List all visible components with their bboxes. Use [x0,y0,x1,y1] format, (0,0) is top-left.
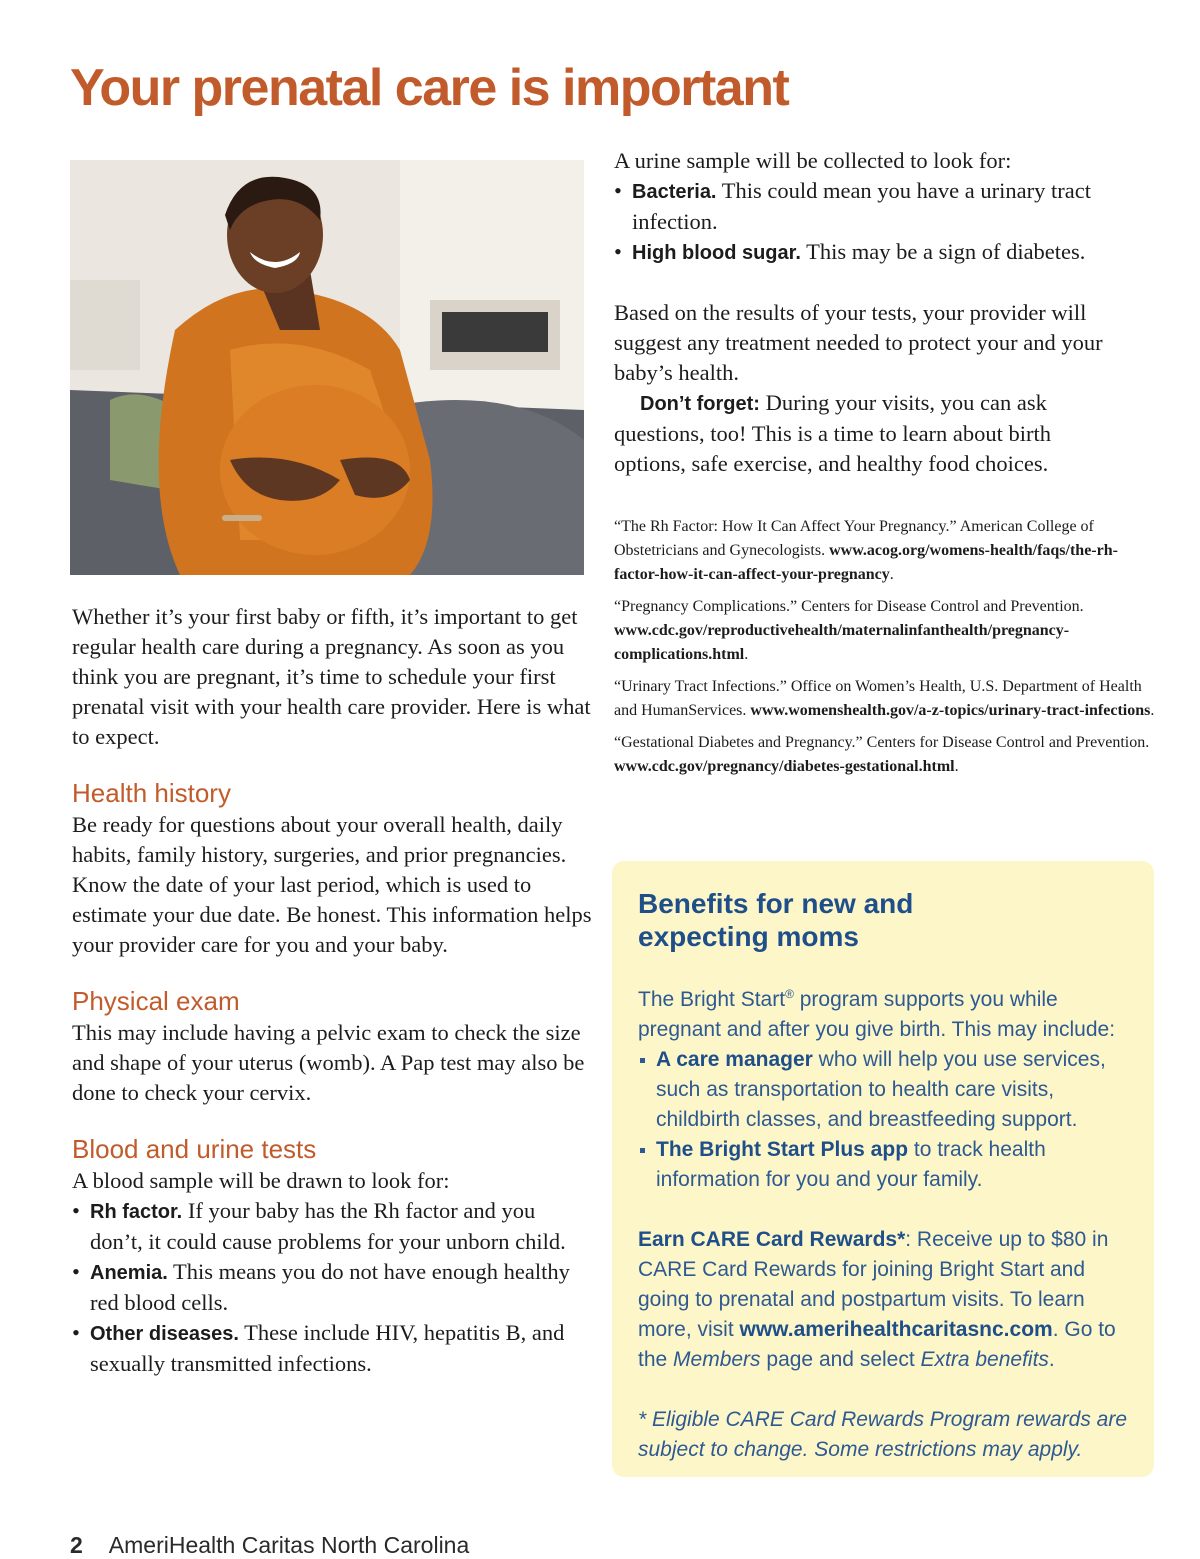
reference-item: “Gestational Diabetes and Pregnancy.” Centers for Disease Control and Prevention. www.cdc.gov/pregnancy/diabetes-gestational.html. [614,734,1150,775]
references [614,515,1159,779]
earn-rewards-text: : Receive up to $80 in CARE Card Rewards for joining Bright Start and going to prenatal and postpartum visits. To learn more, visit [638,1228,1109,1341]
reference-item: “Pregnancy Complications.” Centers for Disease Control and Prevention. www.cdc.gov/reproductivehealth/maternalinfanthealth/pregnancy-complications.html. [614,598,1084,663]
tests-section [72,1132,592,1379]
list-item-lead: Bacteria. [632,181,717,203]
left-column [72,602,592,1379]
pregnant-woman-photo [70,160,584,575]
list-item-lead: Other diseases. [90,1323,239,1345]
tests-heading: Blood and urine tests [72,1134,317,1164]
list-item-lead: The Bright Start Plus app [656,1138,909,1161]
benefits-intro [638,979,1130,1045]
health-history-section [72,776,592,960]
reference-text: “Gestational Diabetes and Pregnancy.” Centers for Disease Control and Prevention. [614,734,1150,751]
blood-intro: A blood sample will be drawn to look for: [72,1168,450,1193]
physical-exam-body: This may include having a pelvic exam to check the size and shape of your uterus (womb). A Pap test may also be done to check your cervix. [72,1020,585,1105]
list-item-lead: High blood sugar. [632,242,801,264]
health-history-body: Be ready for questions about your overall health, daily habits, family history, surgeries, and prior pregnancies. Know the date of your last period, which is used to estimate your due date. Be honest. This information helps your provider care for you and your baby. [72,812,592,957]
physical-exam-heading: Physical exam [72,986,240,1016]
benefits-heading: Benefits for new and expecting moms [638,888,914,952]
list-item [614,237,1159,268]
list-item-text: who will help you use services, such as transportation to health care visits, childbirth classes, and breastfeeding support. [656,1048,1106,1131]
list-item-lead: A care manager [656,1048,813,1071]
list-item [638,1135,1130,1195]
urine-intro: A urine sample will be collected to look for: [614,148,1012,173]
list-item-text: to track health information for you and your family. [656,1138,1046,1191]
members-page-label: Members [673,1348,761,1371]
list-item-lead: Rh factor. [90,1201,183,1223]
reference-text: “The Rh Factor: How It Can Affect Your Pregnancy.” American College of Obstetricians and Gynecologists. [614,518,1094,559]
reference-text: “Pregnancy Complications.” Centers for Disease Control and Prevention. [614,598,1084,615]
list-item-text: This may be a sign of diabetes. [800,239,1086,264]
dont-forget-lead: Don’t forget: [640,393,760,415]
reference-item: “Urinary Tract Infections.” Office on Women’s Health, U.S. Department of Health and HumanServices. www.womenshealth.gov/a-z-topics/urinary-tract-infections. [614,678,1155,719]
list-item [638,1045,1130,1135]
page-number: 2 [70,1532,83,1558]
list-item-text: This could mean you have a urinary tract infection. [632,178,1091,234]
page-footer [70,1532,469,1559]
results-paragraph: Based on the results of your tests, your provider will suggest any treatment needed to protect your and your baby’s health. [614,300,1103,385]
benefits-intro-a: The Bright Start [638,988,786,1011]
earn-rewards-text-4: . [1048,1348,1055,1371]
dont-forget-paragraph [614,388,1114,479]
footer-org-name: AmeriHealth Caritas North Carolina [108,1532,470,1558]
benefits-list [638,1045,1130,1195]
website-link[interactable]: www.amerihealthcaritasnc.com [739,1318,1053,1341]
physical-exam-section [72,984,592,1108]
dont-forget-text: During your visits, you can ask questions, too! This is a time to learn about birth options, safe exercise, and healthy food choices. [614,390,1052,476]
extra-benefits-label: Extra benefits [920,1348,1049,1371]
list-item-text: These include HIV, hepatitis B, and sexually transmitted infections. [90,1320,565,1376]
reference-link[interactable]: www.womenshealth.gov/a-z-topics/urinary-tract-infections [750,702,1151,719]
earn-rewards-text-2: . Go to the [638,1318,1116,1371]
list-item [72,1257,592,1318]
list-item [72,1196,592,1257]
list-item-text: This means you do not have enough healthy red blood cells. [90,1259,570,1315]
reference-item: “The Rh Factor: How It Can Affect Your Pregnancy.” American College of Obstetricians and Gynecologists. www.acog.org/womens-health/faqs/the-rh-factor-how-it-can-affect-your-pregnancy. [614,518,1118,583]
health-history-heading: Health history [72,778,231,808]
reference-link[interactable]: www.cdc.gov/pregnancy/diabetes-gestational.html [614,758,955,775]
reference-text: “Urinary Tract Infections.” Office on Women’s Health, U.S. Department of Health and HumanServices. [614,678,1142,719]
earn-rewards-paragraph [638,1225,1130,1375]
list-item [72,1318,592,1379]
urine-test-list [614,176,1159,268]
benefits-intro-b: program supports you while pregnant and after you give birth. This may include: [638,988,1116,1041]
list-item-lead: Anemia. [90,1262,168,1284]
reference-link[interactable]: www.acog.org/womens-health/faqs/the-rh-factor-how-it-can-affect-your-pregnancy [614,542,1118,583]
list-item-text: If your baby has the Rh factor and you don’t, it could cause problems for your unborn child. [90,1198,566,1254]
rewards-disclaimer: * Eligible CARE Card Rewards Program rewards are subject to change. Some restrictions may apply. [638,1408,1128,1461]
right-column [614,146,1159,787]
benefits-callout [612,861,1154,1477]
blood-test-list [72,1196,592,1379]
registered-mark: ® [785,987,794,1001]
intro-paragraph: Whether it’s your first baby or fifth, it’s important to get regular health care during a pregnancy. As soon as you think you are pregnant, it’s time to schedule your first prenatal visit with your health care provider. Here is what to expect. [72,604,591,749]
earn-rewards-text-3: page and select [760,1348,921,1371]
page-title: Your prenatal care is important [70,59,789,117]
earn-rewards-lead: Earn CARE Card Rewards* [638,1228,906,1251]
reference-link[interactable]: www.cdc.gov/reproductivehealth/maternalinfanthealth/pregnancy-complications.html [614,622,1070,663]
list-item [614,176,1159,237]
